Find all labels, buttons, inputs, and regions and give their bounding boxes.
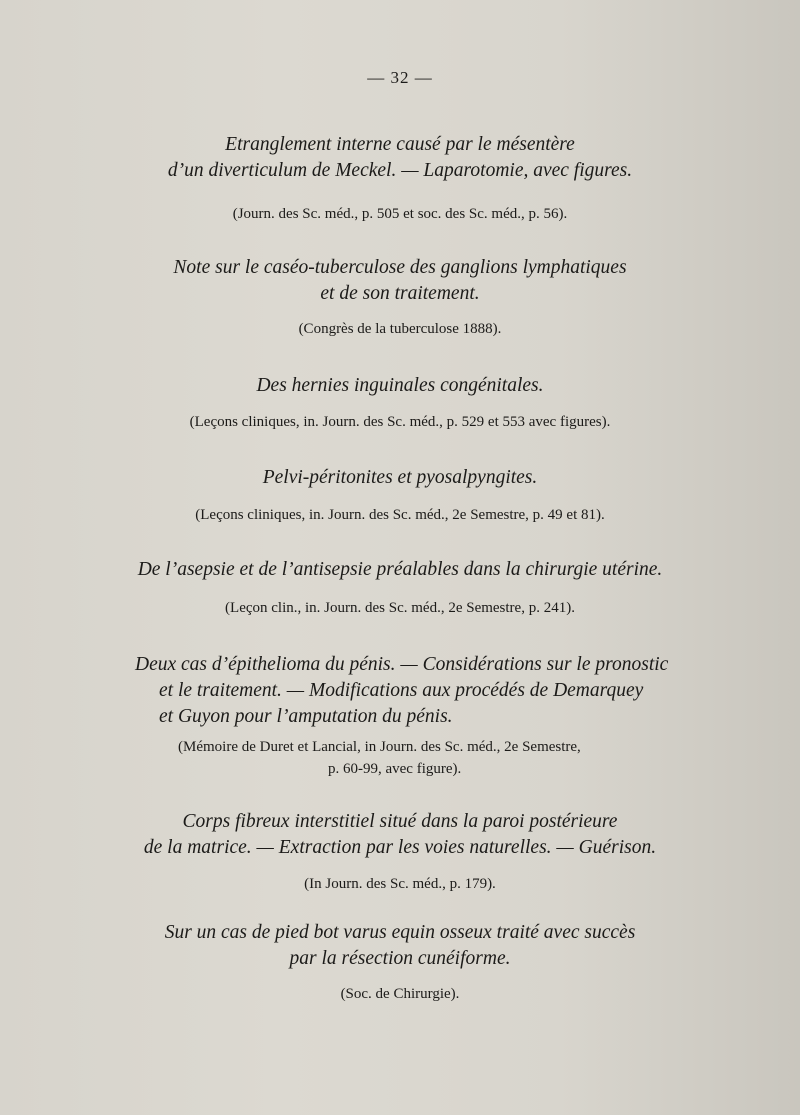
- entry-reference: (Mémoire de Duret et Lancial, in Journ. des Sc. méd., 2e Semestre, p. 60-99, avec figure).: [178, 739, 581, 777]
- entry-reference: (Congrès de la tuberculose 1888).: [298, 321, 502, 337]
- entry-title: Des hernies inguinales congénitales.: [256, 375, 544, 396]
- entry-title: Deux cas d’épithelioma du pénis. — Considérations sur le pronostic et le traitement. — Modifications aux procédés de Demarquey et Guyon pour l’amputation du pénis.: [135, 654, 669, 727]
- entry-title: De l’asepsie et de l’antisepsie préalables dans la chirurgie utérine.: [137, 559, 663, 580]
- entry-reference: (In Journ. des Sc. méd., p. 179).: [304, 876, 496, 892]
- entry-reference: (Leçon clin., in. Journ. des Sc. méd., 2e Semestre, p. 241).: [225, 600, 575, 616]
- entry-reference: (Leçons cliniques, in. Journ. des Sc. méd., 2e Semestre, p. 49 et 81).: [195, 507, 605, 523]
- entry-title: Pelvi-péritonites et pyosalpyngites.: [262, 467, 538, 488]
- entry-reference: (Journ. des Sc. méd., p. 505 et soc. des Sc. méd., p. 56).: [232, 206, 568, 222]
- entry-reference: (Leçons cliniques, in. Journ. des Sc. méd., p. 529 et 553 avec figures).: [189, 414, 611, 430]
- page-number: — 32 —: [367, 68, 433, 87]
- entry-title: Etranglement interne causé par le mésentère d’un diverticulum de Meckel. — Laparotomie, avec figures.: [167, 134, 633, 181]
- entry-title: Corps fibreux interstitiel situé dans la paroi postérieure de la matrice. — Extraction par les voies naturelles. — Guérison.: [143, 811, 657, 858]
- entry-title: Sur un cas de pied bot varus equin osseux traité avec succès par la résection cunéiforme.: [164, 922, 636, 969]
- entry-title: Note sur le caséo-tuberculose des ganglions lymphatiques et de son traitement.: [173, 257, 627, 304]
- entry-reference: (Soc. de Chirurgie).: [340, 986, 460, 1002]
